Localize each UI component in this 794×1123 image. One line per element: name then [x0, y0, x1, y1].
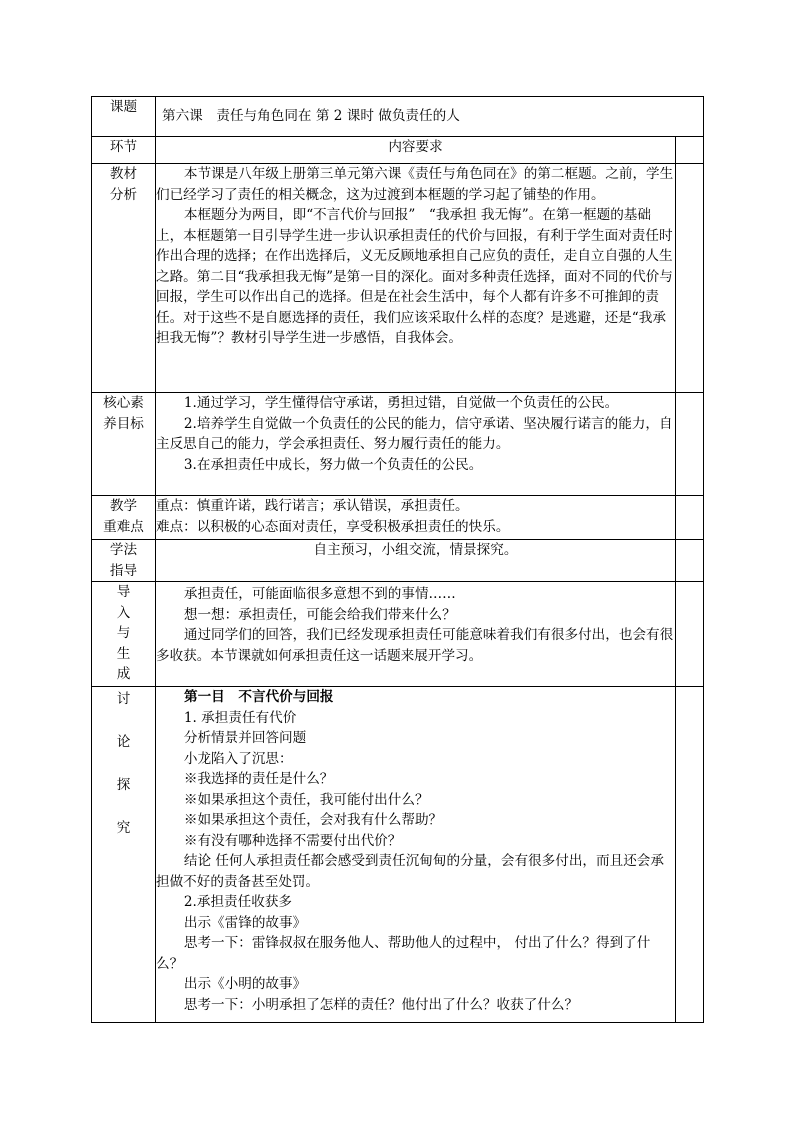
question-item: ※有没有哪种选择不需要付出代价？: [183, 832, 402, 849]
method-label: [92, 540, 156, 582]
goals-content: [156, 393, 676, 496]
subsection-title: 2.承担责任收获多: [183, 894, 293, 910]
intro-label-line: 成: [116, 666, 131, 682]
discussion-line: 小龙陷入了沉思：: [183, 750, 293, 767]
material-analysis-row: [92, 164, 704, 393]
story-line: 出示《雷锋的故事》: [183, 914, 307, 931]
content-requirements-label: 内容要求: [156, 137, 676, 164]
question-item: ※如果承担这个责任，会对我有什么帮助？: [183, 812, 443, 828]
method-text: 自主预习，小组交流，情景探究。: [156, 540, 676, 582]
conclusion: 结论 任何人承担责任都会感受到责任沉甸甸的分量，会有很多付出，而且还会承担做不好的责备甚至处罚。: [156, 853, 664, 890]
goal-item: 2.培养学生自觉做一个负责任的公民的能力，信守承诺、坚决履行诺言的能力，自主反思自己的能力，学会承担责任、努力履行责任的能力。: [156, 415, 673, 452]
goal-item: 3.在承担责任中成长，努力做一个负责任的公民。: [183, 456, 483, 473]
blank-cell: [676, 137, 704, 164]
method-row: [92, 540, 704, 582]
method-label-line: 学法: [109, 542, 138, 558]
intro-label-line: 生: [116, 645, 131, 662]
lesson-plan-table: [91, 96, 704, 1023]
material-paragraph: 本节课是八年级上册第三单元第六课《责任与角色同在》的第二框题。之前，学生们已经学习了责任的相关概念，这为过渡到本框题的学习起了铺垫的作用。: [156, 166, 674, 203]
lesson-title: 第六课 责任与角色同在 第 2 课时 做负责任的人: [156, 97, 704, 137]
blank-cell: [676, 687, 704, 1023]
blank-cell: [676, 496, 704, 540]
intro-label: [92, 582, 156, 687]
key-difficulty: 难点：以积极的心态面对责任，享受积极承担责任的快乐。: [156, 518, 510, 535]
section-header-row: [92, 137, 704, 164]
goals-label-line: 核心素: [103, 395, 144, 411]
goal-item: 1.通过学习，学生懂得信守承诺，勇担过错，自觉做一个负责任的公民。: [183, 395, 619, 411]
intro-label-line: 入: [116, 604, 131, 621]
material-paragraph: 本框题分为两目，即“不言代价与回报” “我承担 我无悔”。在第一框题的基础上，本框题第一目引导学生进一步认识承担责任的代价与回报，有利于学生面对责任时作出合理的选择；在作出选择后，义无反顾地承担自己应负的责任，走自立自强的人生之路。第二目“我承担我无悔”是第一目的深化。面对多种责任选择，面对不同的代价与回报，学生可以作出自己的选择。但是在社会生活中，每个人都有许多不可推卸的责任。对于这些不是自愿选择的责任，我们应该采取什么样的态度？是逃避，还是“我承担我无悔”？教材引导学生进一步感悟，自我体会。: [156, 207, 673, 346]
question-item: ※我选择的责任是什么？: [183, 771, 334, 787]
discussion-row: [92, 687, 704, 1023]
blank-cell: [676, 582, 704, 687]
think-line: 思考一下：雷锋叔叔在服务他人、帮助他人的过程中， 付出了什么？得到了什么？: [156, 935, 651, 972]
intro-content: [156, 582, 676, 687]
discussion-label: [92, 687, 156, 1023]
key-points-row: [92, 496, 704, 540]
material-label-line: 教材: [109, 166, 138, 182]
discussion-label-line: 论: [116, 734, 131, 750]
story-line: 出示《小明的故事》: [183, 976, 307, 992]
key-points-label-line: 教学: [109, 498, 138, 514]
think-line: 思考一下：小明承担了怎样的责任？他付出了什么？收获了什么？: [183, 996, 579, 1013]
title-label: 课题: [92, 97, 156, 137]
section-label: 环节: [92, 137, 156, 164]
intro-paragraph: 承担责任，可能面临很多意想不到的事情……: [183, 586, 456, 602]
blank-cell: [676, 393, 704, 496]
method-label-line: 指导: [109, 562, 138, 579]
intro-row: [92, 582, 704, 687]
material-content: [156, 164, 676, 393]
blank-cell: [676, 164, 704, 393]
key-points-label-line: 重难点: [103, 518, 144, 535]
key-focus: 重点：慎重许诺，践行诺言；承认错误，承担责任。: [156, 498, 469, 514]
goals-label: [92, 393, 156, 496]
intro-paragraph: 通过同学们的回答，我们已经发现承担责任可能意味着我们有很多付出，也会有很多收获。本节课就如何承担责任这一话题来展开学习。: [156, 627, 674, 664]
blank-cell: [676, 540, 704, 582]
discussion-label-line: 讨: [116, 691, 131, 707]
key-points-content: [156, 496, 676, 540]
intro-label-line: 导: [116, 584, 131, 600]
intro-paragraph: 想一想：承担责任，可能会给我们带来什么？: [183, 606, 456, 623]
title-row: [92, 97, 704, 137]
goals-row: [92, 393, 704, 496]
question-item: ※如果承担这个责任，我可能付出什么？: [183, 791, 429, 808]
discussion-content: [156, 687, 676, 1023]
material-label: [92, 164, 156, 393]
key-points-label: [92, 496, 156, 540]
discussion-label-line: 探: [116, 777, 131, 793]
goals-label-line: 养目标: [103, 415, 144, 432]
section-heading: 第一目 不言代价与回报: [184, 689, 334, 705]
discussion-label-line: 究: [116, 820, 131, 836]
material-label-line: 分析: [109, 186, 138, 203]
discussion-line: 分析情景并回答问题: [183, 730, 307, 746]
intro-label-line: 与: [116, 625, 131, 641]
subsection-title: 1. 承担责任有代价: [183, 709, 297, 726]
